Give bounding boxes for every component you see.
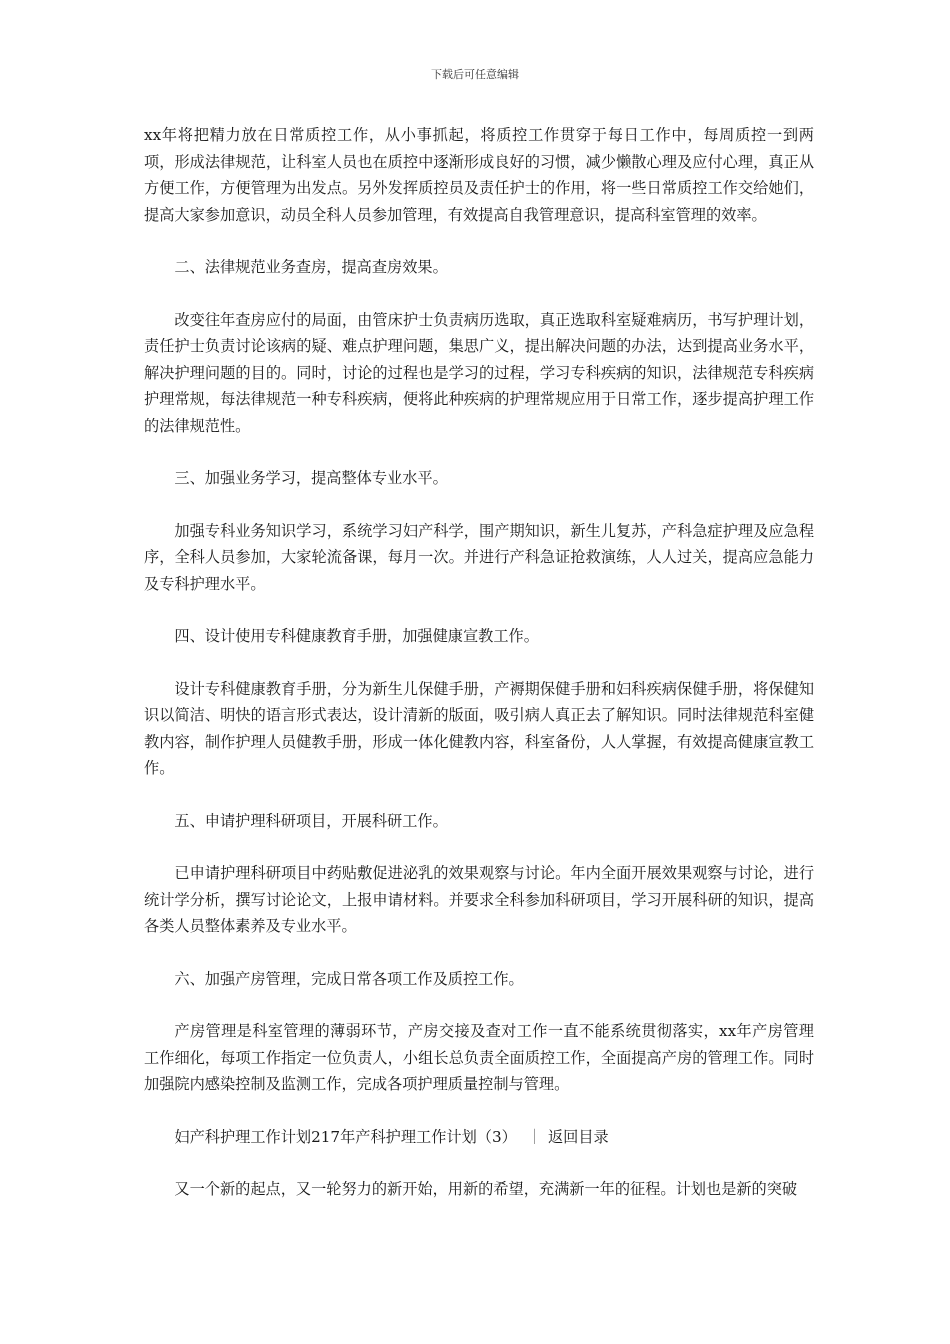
paragraph-ward-rounds: 改变往年查房应付的局面，由管床护士负责病历选取，真正选取科室疑难病历，书写护理计划，责任护士负责讨论该病的疑、难点护理问题，集思广义，提出解决问题的办法，达到提高业务水平，解决护理问题的目的。同时，讨论的过程也是学习的过程，学习专科疾病的知识，法律规范专科疾病护理常规，每法律规范一种专科疾病，便将此种疾病的护理常规应用于日常工作，逐步提高护理工作的法律规范性。	[144, 310, 814, 435]
toc-link-title[interactable]: 妇产科护理工作计划217年产科护理工作计划（3）	[174, 1127, 517, 1146]
heading-research: 五、申请护理科研项目，开展科研工作。	[174, 811, 448, 830]
heading-delivery-room: 六、加强产房管理，完成日常各项工作及质控工作。	[174, 969, 524, 988]
download-note: 下载后可任意编辑	[431, 68, 519, 81]
toc-separator: ｜	[526, 1127, 542, 1146]
paragraph-health-education: 设计专科健康教育手册，分为新生儿保健手册，产褥期保健手册和妇科疾病保健手册，将保健知识以简洁、明快的语言形式表达，设计清新的版面，吸引病人真正去了解知识。同时法律规范科室健教内容，制作护理人员健教手册，形成一体化健教内容，科室备份，人人掌握，有效提高健康宣教工作。	[144, 679, 814, 777]
paragraph-new-start: 又一个新的起点，又一轮努力的新开始，用新的希望，充满新一年的征程。计划也是新的突破	[174, 1180, 798, 1198]
paragraph-delivery-room: 产房管理是科室管理的薄弱环节，产房交接及查对工作一直不能系统贯彻落实，xx年产房管理工作细化，每项工作指定一位负责人，小组长总负责全面质控工作，全面提高产房的管理工作。同时加强院内感染控制及监测工作，完成各项护理质量控制与管理。	[144, 1022, 814, 1093]
heading-health-education: 四、设计使用专科健康教育手册，加强健康宣教工作。	[174, 627, 539, 645]
heading-study: 三、加强业务学习，提高整体专业水平。	[174, 469, 448, 487]
document-body	[144, 122, 814, 1229]
back-to-toc-link[interactable]: 返回目录	[547, 1127, 609, 1146]
paragraph-research: 已申请护理科研项目中药贴敷促进泌乳的效果观察与讨论。年内全面开展效果观察与讨论，进行统计学分析，撰写讨论论文，上报申请材料。并要求全科参加科研项目，学习开展科研的知识，提高各类人员整体素养及专业水平。	[144, 864, 814, 935]
paragraph-quality-control: xx年将把精力放在日常质控工作，从小事抓起，将质控工作贯穿于每日工作中，每周质控一到两项，形成法律规范，让科室人员也在质控中逐渐形成良好的习惯，减少懒散心理及应付心理，真正从方便工作，方便管理为出发点。另外发挥质控员及责任护士的作用，将一些日常质控工作交给她们，提高大家参加意识，动员全科人员参加管理，有效提高自我管理意识，提高科室管理的效率。	[144, 126, 814, 224]
heading-ward-rounds: 二、法律规范业务查房，提高查房效果。	[174, 258, 448, 276]
toc-link-line	[144, 1124, 814, 1151]
paragraph-study: 加强专科业务知识学习，系统学习妇产科学，围产期知识，新生儿复苏，产科急症护理及应急程序，全科人员参加，大家轮流备课，每月一次。并进行产科急证抢救演练，人人过关，提高应急能力及专科护理水平。	[144, 521, 814, 593]
